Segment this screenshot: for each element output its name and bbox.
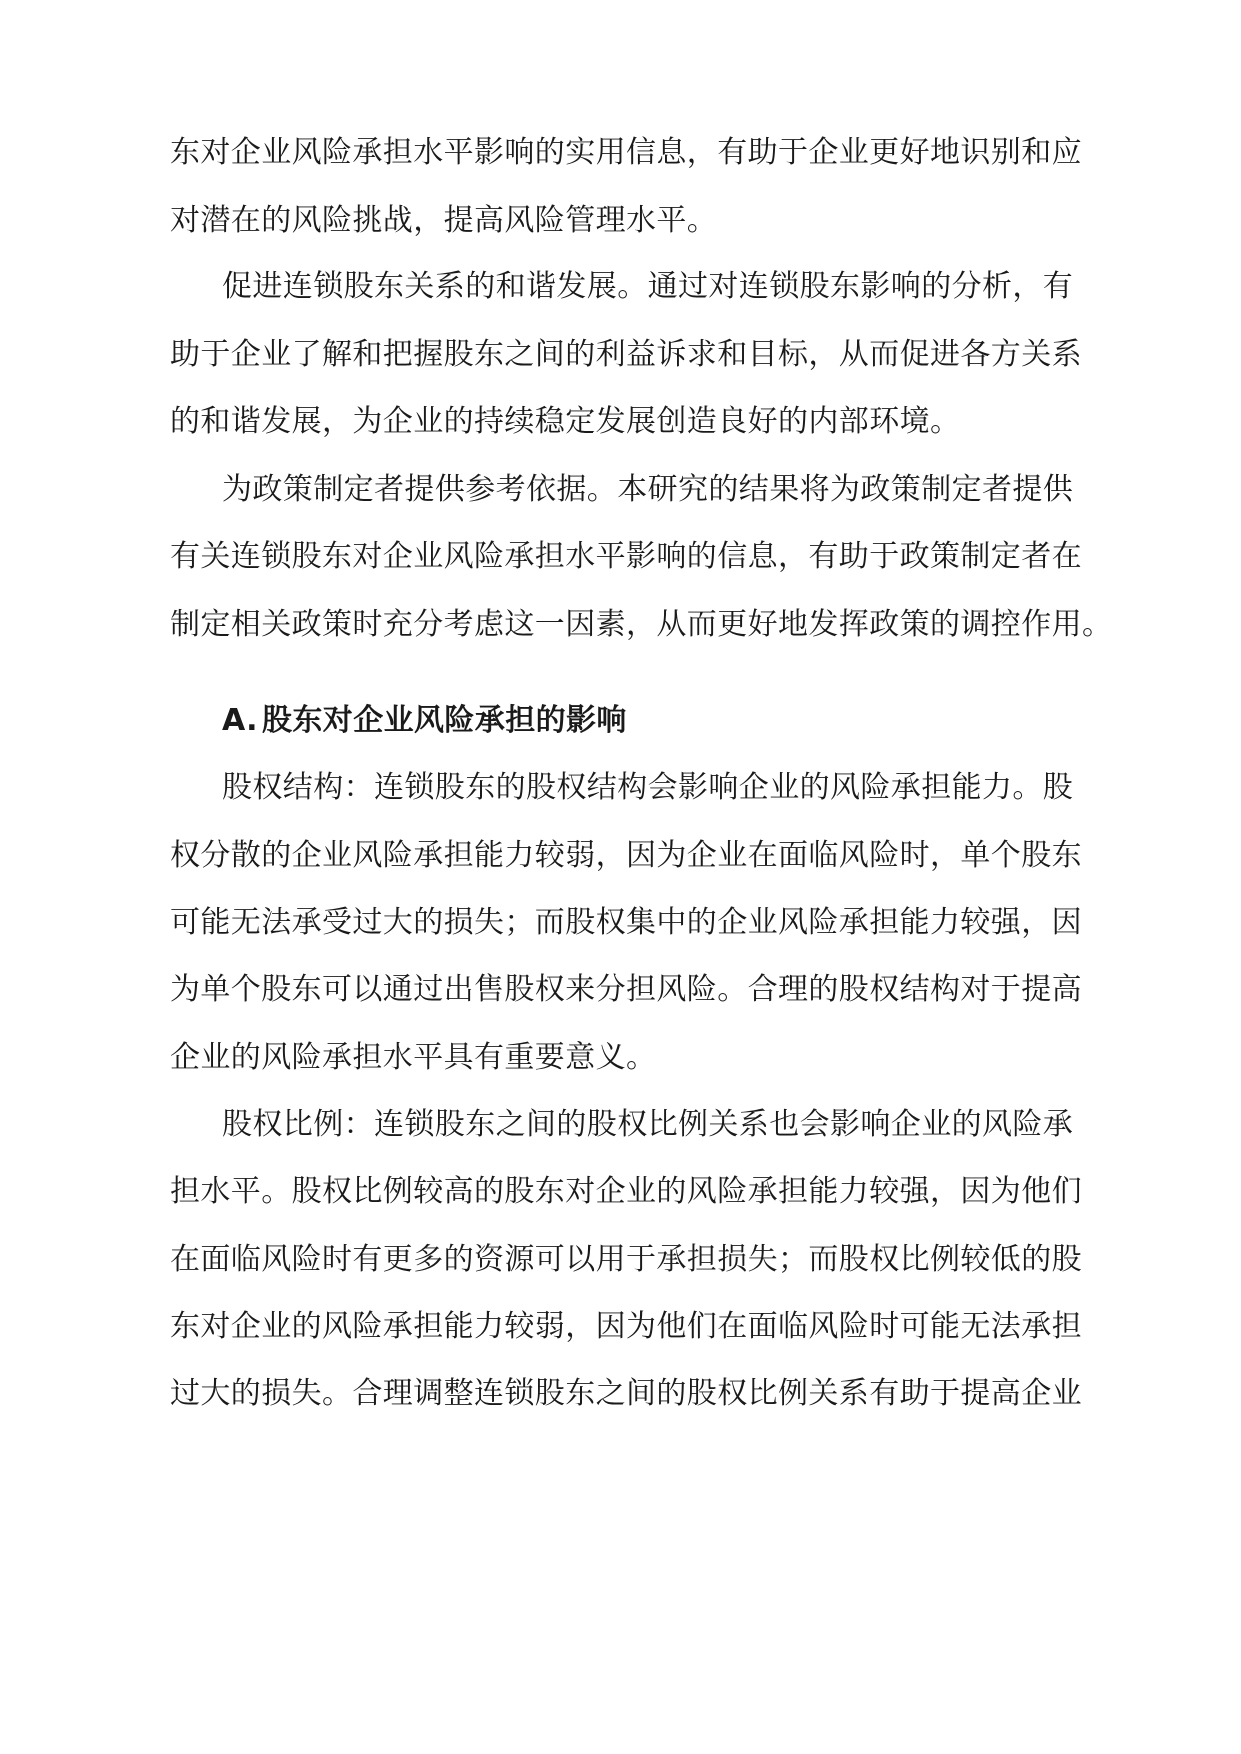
section-heading [0,693,1241,749]
paragraph-line: 为政策制定者提供参考依据。本研究的结果将为政策制定者提供 [222,472,1074,507]
paragraph-line: 东对企业的风险承担能力较弱，因为他们在面临风险时可能无法承担 [170,1309,1082,1344]
paragraph-line: 制定相关政策时充分考虑这一因素，从而更好地发挥政策的调控作用。 [170,607,1113,642]
paragraph-line: 的和谐发展，为企业的持续稳定发展创造良好的内部环境。 [170,404,961,439]
paragraph-line: 过大的损失。合理调整连锁股东之间的股权比例关系有助于提高企业 [170,1376,1082,1411]
paragraph-line: 东对企业风险承担水平影响的实用信息，有助于企业更好地识别和应 [170,135,1082,170]
paragraph-line: 为单个股东可以通过出售股权来分担风险。合理的股权结构对于提高 [170,972,1082,1007]
paragraph-line: 助于企业了解和把握股东之间的利益诉求和目标，从而促进各方关系 [170,337,1082,372]
section-heading-title: 股东对企业风险承担的影响 [262,703,627,738]
paragraph-line: 股权结构：连锁股东的股权结构会影响企业的风险承担能力。股 [222,770,1074,805]
paragraph-line: 企业的风险承担水平具有重要意义。 [170,1040,657,1075]
paragraph-line: 股权比例：连锁股东之间的股权比例关系也会影响企业的风险承 [222,1107,1074,1142]
paragraph-line: 促进连锁股东关系的和谐发展。通过对连锁股东影响的分析，有 [222,269,1074,304]
section-heading-label: A. [222,703,258,738]
paragraph-line: 有关连锁股东对企业风险承担水平影响的信息，有助于政策制定者在 [170,539,1082,574]
paragraph-line: 对潜在的风险挑战，提高风险管理水平。 [170,203,718,238]
paragraph-line: 权分散的企业风险承担能力较弱，因为企业在面临风险时，单个股东 [170,838,1082,873]
paragraph-line: 担水平。股权比例较高的股东对企业的风险承担能力较强，因为他们 [170,1174,1082,1209]
paragraph-line: 可能无法承受过大的损失；而股权集中的企业风险承担能力较强，因 [170,905,1082,940]
paragraph-line: 在面临风险时有更多的资源可以用于承担损失；而股权比例较低的股 [170,1242,1082,1277]
